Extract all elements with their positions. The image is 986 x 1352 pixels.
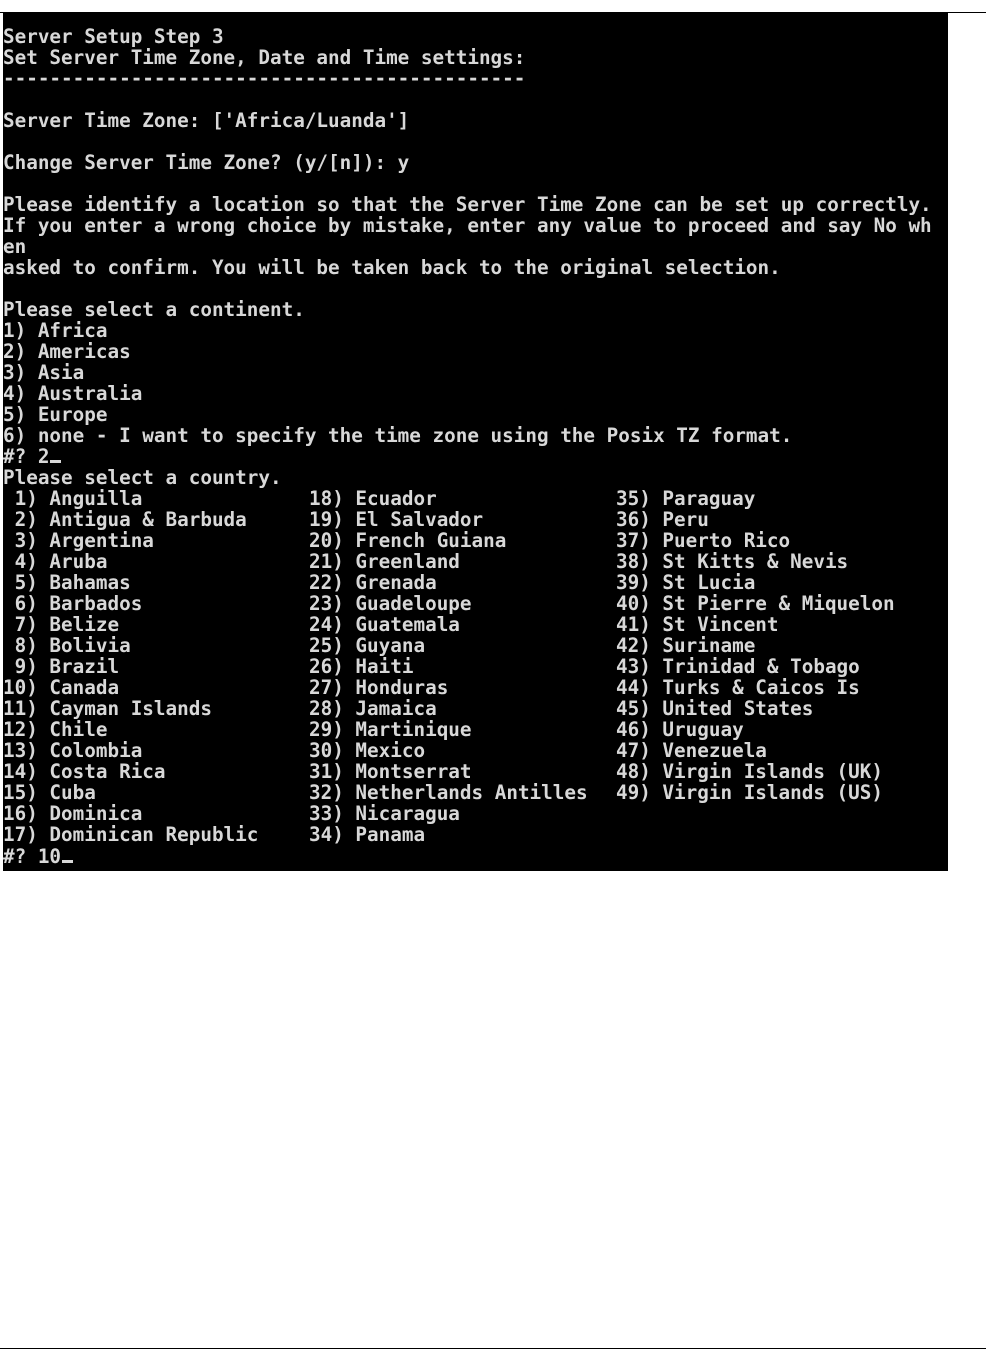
country-option: 48) Virgin Islands (UK)	[616, 760, 883, 783]
country-option: 12) Chile	[3, 718, 108, 741]
continent-option: 2) Americas	[3, 340, 131, 363]
country-option: 13) Colombia	[3, 739, 143, 762]
continent-prompt: Please select a continent.	[3, 298, 305, 321]
continent-option: 1) Africa	[3, 319, 108, 342]
continent-option: 6) none - I want to specify the time zone using the Posix TZ format.	[3, 424, 793, 447]
country-option: 22) Grenada	[309, 571, 437, 594]
country-option: 21) Greenland	[309, 550, 460, 573]
country-option: 8) Bolivia	[3, 634, 131, 657]
instruction-line-2-wrap: en	[3, 235, 27, 258]
country-option: 3) Argentina	[3, 529, 154, 552]
country-option: 11) Cayman Islands	[3, 697, 212, 720]
country-option: 1) Anguilla	[3, 487, 143, 510]
country-option: 30) Mexico	[309, 739, 426, 762]
continent-input-value[interactable]: #? 2	[3, 445, 50, 468]
country-option: 49) Virgin Islands (US)	[616, 781, 883, 804]
continent-option: 3) Asia	[3, 361, 85, 384]
instruction-line-2: If you enter a wrong choice by mistake, enter any value to proceed and say No wh	[3, 214, 932, 237]
country-option: 38) St Kitts & Nevis	[616, 550, 849, 573]
country-option: 26) Haiti	[309, 655, 414, 678]
country-option: 42) Suriname	[616, 634, 756, 657]
country-option: 16) Dominica	[3, 802, 143, 825]
country-option: 10) Canada	[3, 676, 120, 699]
separator-line: ---------------------------------------------	[3, 67, 526, 90]
change-time-zone-prompt: Change Server Time Zone? (y/[n]): y	[3, 151, 410, 174]
continent-option: 5) Europe	[3, 403, 108, 426]
country-option: 2) Antigua & Barbuda	[3, 508, 247, 531]
country-option: 9) Brazil	[3, 655, 120, 678]
cursor	[50, 460, 61, 463]
country-option: 41) St Vincent	[616, 613, 779, 636]
country-option: 34) Panama	[309, 823, 426, 846]
country-option: 20) French Guiana	[309, 529, 507, 552]
country-input-line[interactable]	[3, 846, 73, 867]
instruction-line-1: Please identify a location so that the Server Time Zone can be set up correctly.	[3, 193, 932, 216]
instruction-line-3: asked to confirm. You will be taken back to the original selection.	[3, 256, 781, 279]
country-option: 17) Dominican Republic	[3, 823, 259, 846]
country-option: 45) United States	[616, 697, 814, 720]
continent-option: 4) Australia	[3, 382, 143, 405]
cursor	[62, 860, 73, 863]
country-option: 43) Trinidad & Tobago	[616, 655, 860, 678]
terminal-console[interactable]	[3, 12, 948, 871]
country-option: 46) Uruguay	[616, 718, 744, 741]
country-option: 27) Honduras	[309, 676, 449, 699]
country-input-value[interactable]: #? 10	[3, 845, 62, 868]
country-prompt: Please select a country.	[3, 466, 282, 489]
country-option: 40) St Pierre & Miquelon	[616, 592, 895, 615]
country-option: 32) Netherlands Antilles	[309, 781, 588, 804]
country-option: 39) St Lucia	[616, 571, 756, 594]
country-option: 14) Costa Rica	[3, 760, 166, 783]
country-option: 7) Belize	[3, 613, 120, 636]
country-option: 24) Guatemala	[309, 613, 460, 636]
country-option: 33) Nicaragua	[309, 802, 460, 825]
country-option: 29) Martinique	[309, 718, 472, 741]
country-option: 35) Paraguay	[616, 487, 756, 510]
country-option: 47) Venezuela	[616, 739, 767, 762]
country-option: 44) Turks & Caicos Is	[616, 676, 860, 699]
country-option: 15) Cuba	[3, 781, 96, 804]
current-time-zone: Server Time Zone: ['Africa/Luanda']	[3, 109, 410, 132]
country-option: 25) Guyana	[309, 634, 426, 657]
page-bottom-rule	[0, 1348, 986, 1349]
country-option: 4) Aruba	[3, 550, 108, 573]
setup-step-subheading: Set Server Time Zone, Date and Time settings:	[3, 46, 526, 69]
country-option: 36) Peru	[616, 508, 709, 531]
continent-input-line[interactable]	[3, 446, 61, 467]
country-option: 31) Montserrat	[309, 760, 472, 783]
setup-step-heading: Server Setup Step 3	[3, 25, 224, 48]
country-option: 5) Bahamas	[3, 571, 131, 594]
country-option: 6) Barbados	[3, 592, 143, 615]
country-option: 23) Guadeloupe	[309, 592, 472, 615]
country-option: 19) El Salvador	[309, 508, 484, 531]
country-option: 18) Ecuador	[309, 487, 437, 510]
country-option: 37) Puerto Rico	[616, 529, 791, 552]
country-option: 28) Jamaica	[309, 697, 437, 720]
